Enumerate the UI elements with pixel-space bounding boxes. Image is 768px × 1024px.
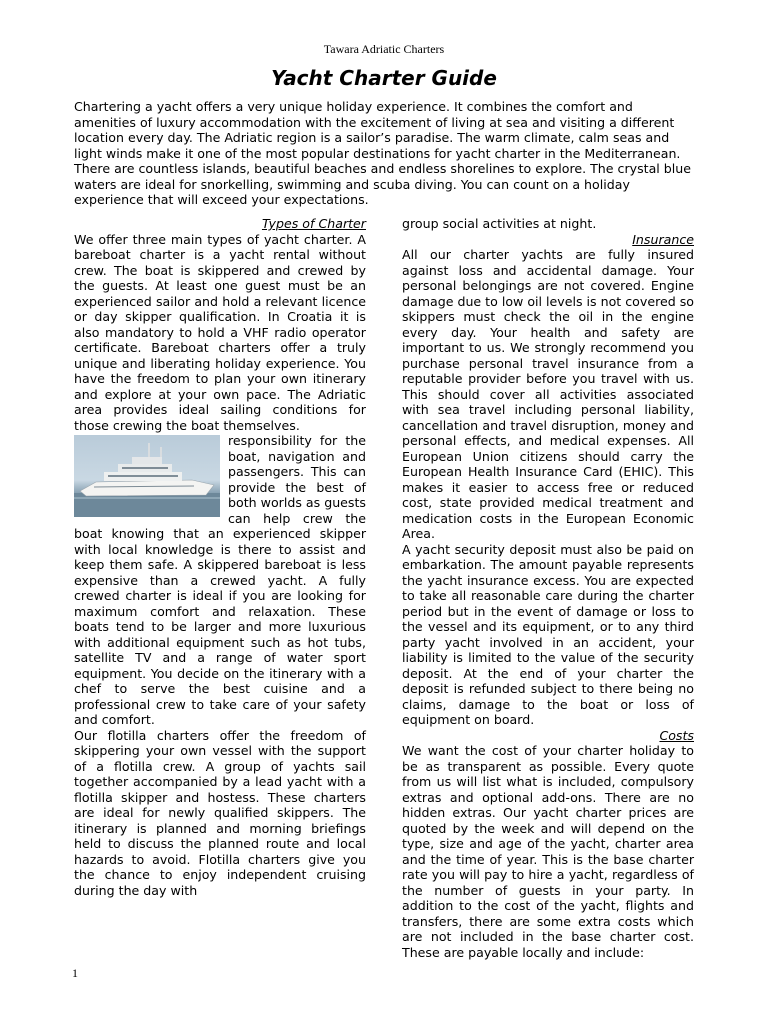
skippered-paragraph: responsibility for the boat, navigation and passengers. This can provide the best of both worlds as guests can help crew the boat knowing that an experienced skipper with local knowledge is there to assist and keep them safe. A skippered bareboat is less expensive than a crewed yacht. A fully crewed charter is ideal if you are looking for maximum comfort and relaxation. These boats tend to be larger and more luxurious with additional equipment such as hot tubs, satellite TV and a range of water sport equipment. You decide on the itinerary with a chef to serve the best cuisine and a professional crew to take care of your safety and comfort. — [74, 433, 366, 727]
heading-types-of-charter: Types of Charter — [261, 216, 366, 231]
page-header: Tawara Adriatic Charters — [323, 42, 445, 56]
left-column — [74, 216, 366, 898]
continuation-text: group social activities at night. — [402, 216, 597, 231]
heading-costs: Costs — [659, 727, 694, 743]
yacht-photo — [74, 435, 220, 517]
intro-paragraph: Chartering a yacht offers a very unique holiday experience. It combines the comfort and amenities of luxury accommodation with the excitement of living at sea and visiting a different location every day. The Adriatic region is a sailor’s paradise. The warm climate, calm seas and light winds make it one of the most popular destinations for yacht charter in the Mediterranean. There are countless islands, beautiful beaches and endless shorelines to explore. The crystal blue waters are ideal for snorkelling, swimming and scuba diving. You can count on a holiday experience that will exceed your expectations. — [74, 99, 692, 207]
costs-paragraph: We want the cost of your charter holiday to be as transparent as possible. Every quote from us will list what is included, compulsory extras and optional add-ons. There are no hidden extras. Our yacht charter prices are quoted by the week and will depend on the type, size and age of the yacht, charter area and the time of year. This is the base charter rate you will pay to hire a yacht, regardless of the number of guests in your party. In addition to the cost of the yacht, flights and transfers, there are some extra costs which are not included in the base charter cost. These are payable locally and include: — [402, 743, 694, 960]
page-title: Yacht Charter Guide — [271, 66, 497, 90]
flotilla-paragraph: Our flotilla charters offer the freedom of skippering your own vessel with the support of a flotilla crew. A group of yachts sail together accompanied by a lead yacht with a flotilla skipper and hostess. These charters are ideal for newly qualified skippers. The itinerary is planned and morning briefings held to discuss the planned route and local hazards to avoid. Flotilla charters give you the chance to enjoy independent cruising during the day with — [74, 727, 366, 898]
page-number: 1 — [72, 966, 78, 980]
types-paragraph: We offer three main types of yacht charter. A bareboat charter is a yacht rental without crew. The boat is skippered and crewed by the guests. At least one guest must be an experienced sailor and hold a relevant licence or day skipper qualification. In Croatia it is also mandatory to hold a VHF radio operator certificate. Bareboat charters offer a truly unique and liberating holiday experience. You have the freedom to plan your own itinerary and explore at your own pace. The Adriatic area provides ideal sailing conditions for those crewing the boat themselves. — [74, 231, 366, 433]
right-column — [402, 216, 694, 960]
insurance-paragraph: All our charter yachts are fully insured against loss and accidental damage. Your personal belongings are not covered. Engine damage due to low oil levels is not covered so skippers must check the oil in the engine every day. Your health and safety are important to us. We strongly recommend you purchase personal travel insurance from a reputable provider before you travel with us. This should cover all activities associated with sea travel including personal liability, cancellation and travel disruption, money and personal effects, and medical expenses. All European Union citizens should carry the European Health Insurance Card (EHIC). This makes it easier to access free or reduced cost, state provided medical treatment and medication costs in the European Economic Area. — [402, 247, 694, 541]
deposit-paragraph: A yacht security deposit must also be paid on embarkation. The amount payable represents the yacht insurance excess. You are expected to take all reasonable care during the charter period but in the event of damage or loss to the vessel and its equipment, or to any third party yacht involved in an accident, your liability is limited to the value of the security deposit. At the end of your charter the deposit is refunded subject to there being no claims, damage to the boat or loss of equipment on board. — [402, 541, 694, 727]
heading-insurance: Insurance — [632, 231, 694, 247]
